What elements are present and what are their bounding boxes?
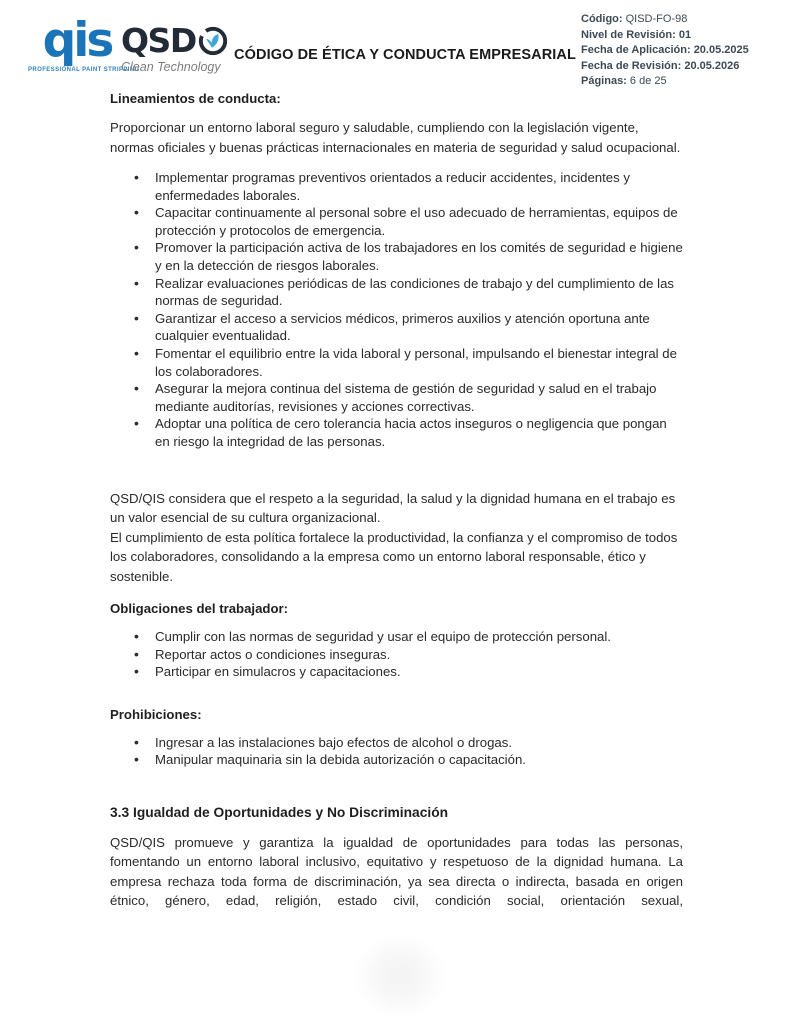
list-item: • Manipular maquinaria sin la debida autorización o capacitación. (110, 751, 683, 769)
meta-value: 01 (678, 28, 692, 41)
qsd-logo-tagline: Clean Technology (121, 60, 221, 74)
list-item: • Participar en simulacros y capacitaciones. (110, 663, 683, 681)
list-item: • Asegurar la mejora continua del sistema de gestión de seguridad y salud en el trabajo mediante auditorías, revisiones y acciones correctivas. (110, 380, 683, 415)
obligaciones-bullet-list (110, 628, 683, 681)
lineamientos-bullet-list (110, 169, 683, 451)
list-item: • Adoptar una política de cero tolerancia hacia actos inseguros o negligencia que pongan en riesgo la integridad de las personas. (110, 415, 683, 450)
qis-logo-tagline: PROFESSIONAL PAINT STRIPPING (28, 67, 140, 73)
document-title: CÓDIGO DE ÉTICA Y CONDUCTA EMPRESARIAL (234, 47, 576, 63)
meta-value: 6 de 25 (629, 75, 667, 88)
paragraph-consider-1: QSD/QIS considera que el respeto a la seguridad, la salud y la dignidad humana en el trabajo es un valor esencial de su cultura organizacional. (110, 490, 676, 525)
document-body (110, 0, 683, 911)
paragraph-igualdad: QSD/QIS promueve y garantiza la igualdad de oportunidades para todas las personas, fomentando un entorno laboral inclusivo, equitativo y respetuoso de la dignidad humana. La empresa rechaza toda forma de discriminación, ya sea directa o indirecta, basada en origen étnico, género, edad, religión, estado civil, condición social, orientación sexual, (110, 834, 683, 909)
list-item: • Promover la participación activa de los trabajadores en los comités de seguridad e higiene y en la detección de riesgos laborales. (110, 239, 683, 274)
list-item: • Ingresar a las instalaciones bajo efectos de alcohol o drogas. (110, 734, 683, 752)
heading-lineamientos: Lineamientos de conducta: (110, 91, 281, 106)
meta-value: 20.05.2026 (684, 59, 740, 72)
meta-label: Código: (581, 13, 623, 25)
meta-label: Fecha de Aplicación: (581, 44, 691, 57)
heading-obligaciones: Obligaciones del trabajador: (110, 601, 289, 616)
list-item: • Cumplir con las normas de seguridad y usar el equipo de protección personal. (110, 628, 683, 646)
paragraph-intro: Proporcionar un entorno laboral seguro y saludable, cumpliendo con la legislación vigente, normas oficiales y buenas prácticas internacionales en materia de seguridad y salud ocupacional. (110, 120, 681, 155)
list-item: • Reportar actos o condiciones inseguras. (110, 646, 683, 664)
heading-prohibiciones: Prohibiciones: (110, 706, 202, 722)
prohibiciones-bullet-list (110, 734, 683, 769)
list-item: • Implementar programas preventivos orientados a reducir accidentes, incidentes y enfermedades laborales. (110, 169, 683, 204)
list-item: • Fomentar el equilibrio entre la vida laboral y personal, impulsando el bienestar integral de los colaboradores. (110, 345, 683, 380)
meta-label: Nivel de Revisión: (581, 28, 676, 41)
list-item: • Capacitar continuamente al personal sobre el uso adecuado de herramientas, equipos de protección y protocolos de emergencia. (110, 204, 683, 239)
meta-value: 20.05.2025 (693, 44, 749, 57)
meta-label: Páginas: (581, 75, 627, 88)
consider-block (110, 489, 683, 587)
meta-value: QISD-FO-98 (625, 13, 688, 25)
list-item: • Garantizar el acceso a servicios médicos, primeros auxilios y atención oportuna ante cualquier eventualidad. (110, 310, 683, 345)
qis-logo-text: qis (42, 13, 112, 68)
heading-igualdad: 3.3 Igualdad de Oportunidades y No Discriminación (110, 804, 449, 820)
qsd-logo-text: QSD (121, 21, 196, 60)
list-item: • Realizar evaluaciones periódicas de las condiciones de trabajo y del cumplimiento de las normas de seguridad. (110, 275, 683, 310)
meta-label: Fecha de Revisión: (581, 59, 682, 72)
faint-watermark (352, 933, 448, 1019)
paragraph-consider-2: El cumplimiento de esta política fortalece la productividad, la confianza y el compromiso de todos los colaboradores, consolidando a la empresa como un entorno laboral responsable, ético y sostenible. (110, 529, 678, 584)
